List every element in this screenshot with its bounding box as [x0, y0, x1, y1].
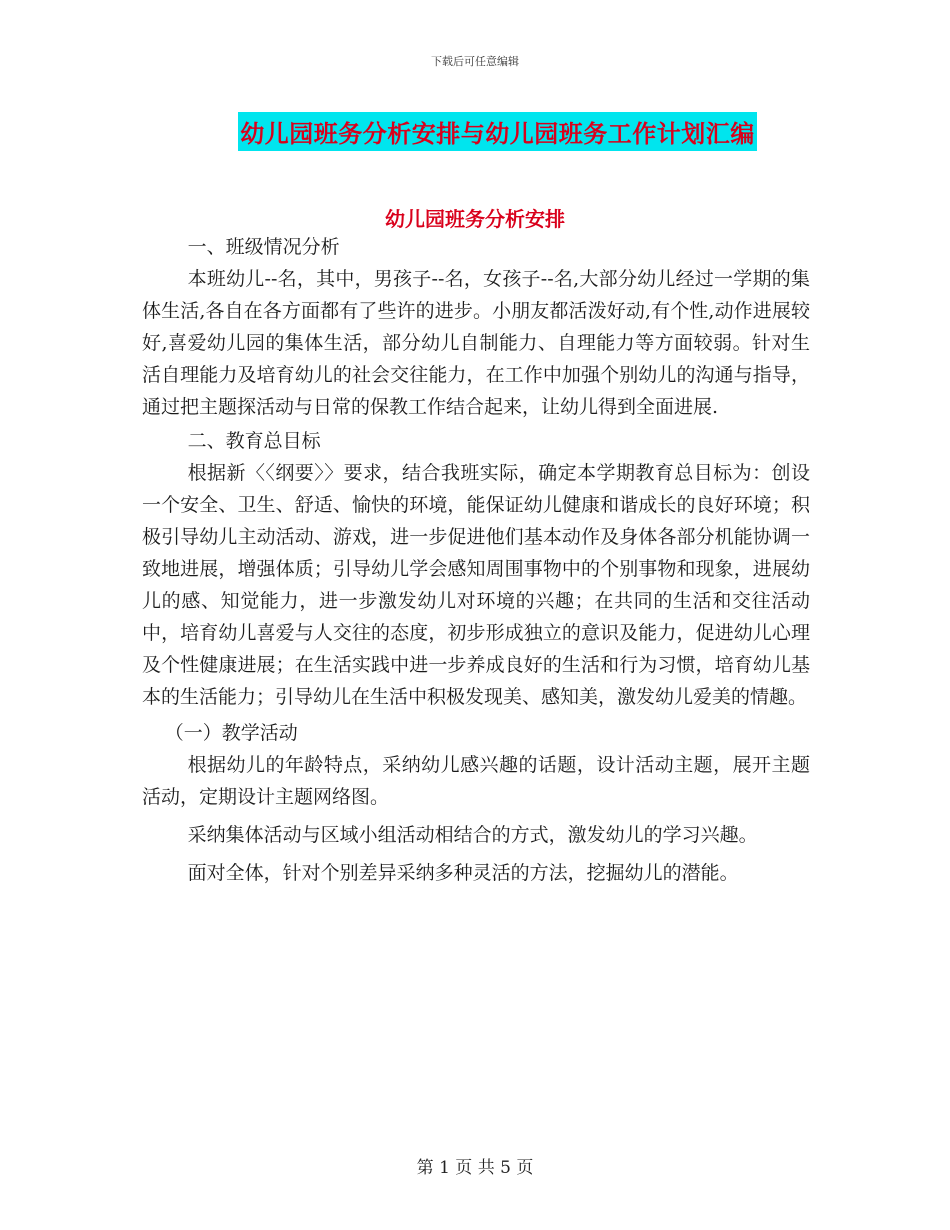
paragraph-heading-class-analysis: 一、班级情况分析 [187, 236, 340, 258]
paragraph-heading-teaching-activities: （一）教学活动 [164, 722, 298, 744]
paragraph-teaching-activities-2: 采纳集体活动与区域小组活动相结合的方式，激发幼儿的学习兴趣。 [187, 824, 758, 846]
document-title-wrap [0, 112, 950, 151]
paragraph-heading-education-goals: 二、教育总目标 [187, 430, 321, 452]
section-title: 幼儿园班务分析安排 [385, 207, 565, 231]
paragraph-teaching-activities-1: 根据幼儿的年龄特点，采纳幼儿感兴趣的话题，设计活动主题，展开主题活动，定期设计主题网络图。 [142, 754, 810, 808]
document-body [142, 229, 810, 889]
page-number-footer: 第 1 页 共 5 页 [416, 1158, 534, 1178]
paragraph-education-goals: 根据新〈〈纲要〉〉要求，结合我班实际，确定本学期教育总目标为：创设一个安全、卫生、舒适、愉快的环境，能保证幼儿健康和谐成长的良好环境；积极引导幼儿主动活动、游戏，进一步促进他们基本动作及身体各部分机能协调一致地进展，增强体质；引导幼儿学会感知周围事物中的个别事物和现象，进展幼儿的感、知觉能力，进一步激发幼儿对环境的兴趣；在共同的生活和交往活动中，培育幼儿喜爱与人交往的态度，初步形成独立的意识及能力，促进幼儿心理及个性健康进展；在生活实践中进一步养成良好的生活和行为习惯，培育幼儿基本的生活能力；引导幼儿在生活中积极发现美、感知美，激发幼儿爱美的情趣。 [142, 462, 810, 708]
document-title: 幼儿园班务分析安排与幼儿园班务工作计划汇编 [238, 112, 757, 151]
paragraph-class-analysis: 本班幼儿--名，其中，男孩子--名，女孩子--名,大部分幼儿经过一学期的集体生活,各自在各方面都有了些许的进步。小朋友都活泼好动,有个性,动作进展较好,喜爱幼儿园的集体生活，部分幼儿自制能力、自理能力等方面较弱。针对生活自理能力及培育幼儿的社会交往能力，在工作中加强个别幼儿的沟通与指导，通过把主题探活动与日常的保教工作结合起来，让幼儿得到全面进展. [142, 268, 810, 418]
paragraph-teaching-activities-3: 面对全体，针对个别差异采纳多种灵活的方法，挖掘幼儿的潜能。 [187, 862, 739, 884]
header-note: 下载后可任意编辑 [431, 55, 519, 68]
